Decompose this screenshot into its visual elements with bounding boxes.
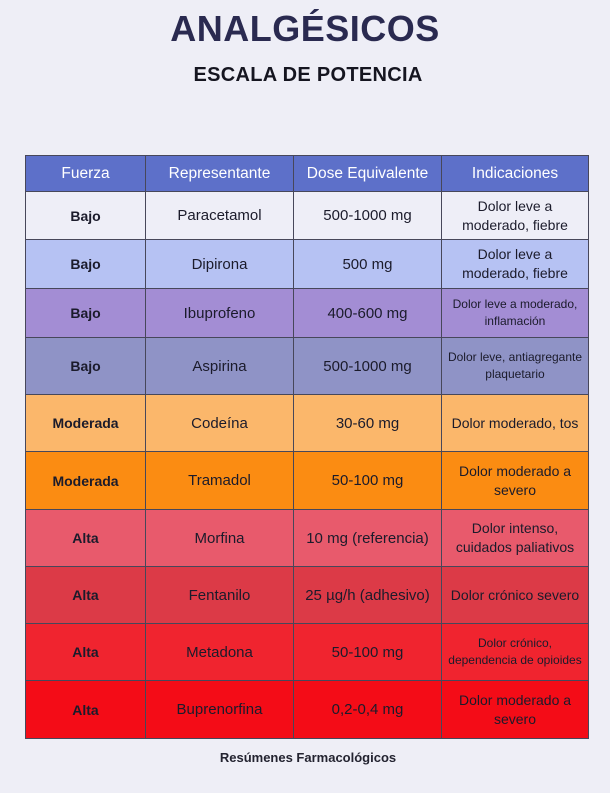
cell-fuerza: Bajo bbox=[26, 289, 146, 338]
cell-indicaciones: Dolor moderado, tos bbox=[442, 395, 589, 452]
cell-fuerza: Bajo bbox=[26, 240, 146, 289]
cell-fuerza: Alta bbox=[26, 624, 146, 681]
table-row bbox=[26, 192, 589, 240]
cell-dose: 10 mg (referencia) bbox=[294, 510, 442, 567]
page-subtitle: ESCALA DE POTENCIA bbox=[193, 64, 423, 86]
cell-fuerza: Moderada bbox=[26, 395, 146, 452]
cell-indicaciones: Dolor moderado a severo bbox=[442, 452, 589, 510]
cell-fuerza: Moderada bbox=[26, 452, 146, 510]
cell-dose: 500 mg bbox=[294, 240, 442, 289]
cell-indicaciones: Dolor leve a moderado, fiebre bbox=[442, 240, 589, 289]
cell-representante: Paracetamol bbox=[146, 192, 294, 240]
table-row bbox=[26, 289, 589, 338]
cell-representante: Morfina bbox=[146, 510, 294, 567]
cell-indicaciones: Dolor leve, antiagregante plaquetario bbox=[442, 338, 589, 395]
table-header-row bbox=[26, 156, 589, 192]
cell-fuerza: Alta bbox=[26, 681, 146, 739]
header-dose-equivalente: Dose Equivalente bbox=[294, 156, 442, 192]
table-row bbox=[26, 395, 589, 452]
page-title: ANALGÉSICOS bbox=[170, 8, 440, 49]
table-row bbox=[26, 567, 589, 624]
cell-representante: Dipirona bbox=[146, 240, 294, 289]
cell-indicaciones: Dolor leve a moderado, fiebre bbox=[442, 192, 589, 240]
cell-representante: Fentanilo bbox=[146, 567, 294, 624]
analgesic-potency-table bbox=[25, 155, 589, 739]
cell-representante: Aspirina bbox=[146, 338, 294, 395]
table-row bbox=[26, 681, 589, 739]
table-row bbox=[26, 240, 589, 289]
cell-representante: Buprenorfina bbox=[146, 681, 294, 739]
cell-indicaciones: Dolor moderado a severo bbox=[442, 681, 589, 739]
table-row bbox=[26, 338, 589, 395]
cell-dose: 400-600 mg bbox=[294, 289, 442, 338]
cell-fuerza: Bajo bbox=[26, 192, 146, 240]
footer-credit: Resúmenes Farmacológicos bbox=[219, 750, 397, 765]
table-row bbox=[26, 624, 589, 681]
cell-representante: Metadona bbox=[146, 624, 294, 681]
cell-dose: 50-100 mg bbox=[294, 624, 442, 681]
table-row bbox=[26, 510, 589, 567]
cell-dose: 30-60 mg bbox=[294, 395, 442, 452]
header-indicaciones: Indicaciones bbox=[442, 156, 589, 192]
cell-dose: 50-100 mg bbox=[294, 452, 442, 510]
cell-dose: 500-1000 mg bbox=[294, 338, 442, 395]
header-fuerza: Fuerza bbox=[26, 156, 146, 192]
cell-indicaciones: Dolor leve a moderado, inflamación bbox=[442, 289, 589, 338]
cell-dose: 500-1000 mg bbox=[294, 192, 442, 240]
header-representante: Representante bbox=[146, 156, 294, 192]
cell-representante: Tramadol bbox=[146, 452, 294, 510]
cell-fuerza: Alta bbox=[26, 510, 146, 567]
cell-indicaciones: Dolor crónico severo bbox=[442, 567, 589, 624]
cell-representante: Codeína bbox=[146, 395, 294, 452]
cell-representante: Ibuprofeno bbox=[146, 289, 294, 338]
cell-indicaciones: Dolor crónico, dependencia de opioides bbox=[442, 624, 589, 681]
cell-dose: 25 µg/h (adhesivo) bbox=[294, 567, 442, 624]
cell-fuerza: Bajo bbox=[26, 338, 146, 395]
cell-fuerza: Alta bbox=[26, 567, 146, 624]
cell-indicaciones: Dolor intenso, cuidados paliativos bbox=[442, 510, 589, 567]
cell-dose: 0,2-0,4 mg bbox=[294, 681, 442, 739]
table-row bbox=[26, 452, 589, 510]
